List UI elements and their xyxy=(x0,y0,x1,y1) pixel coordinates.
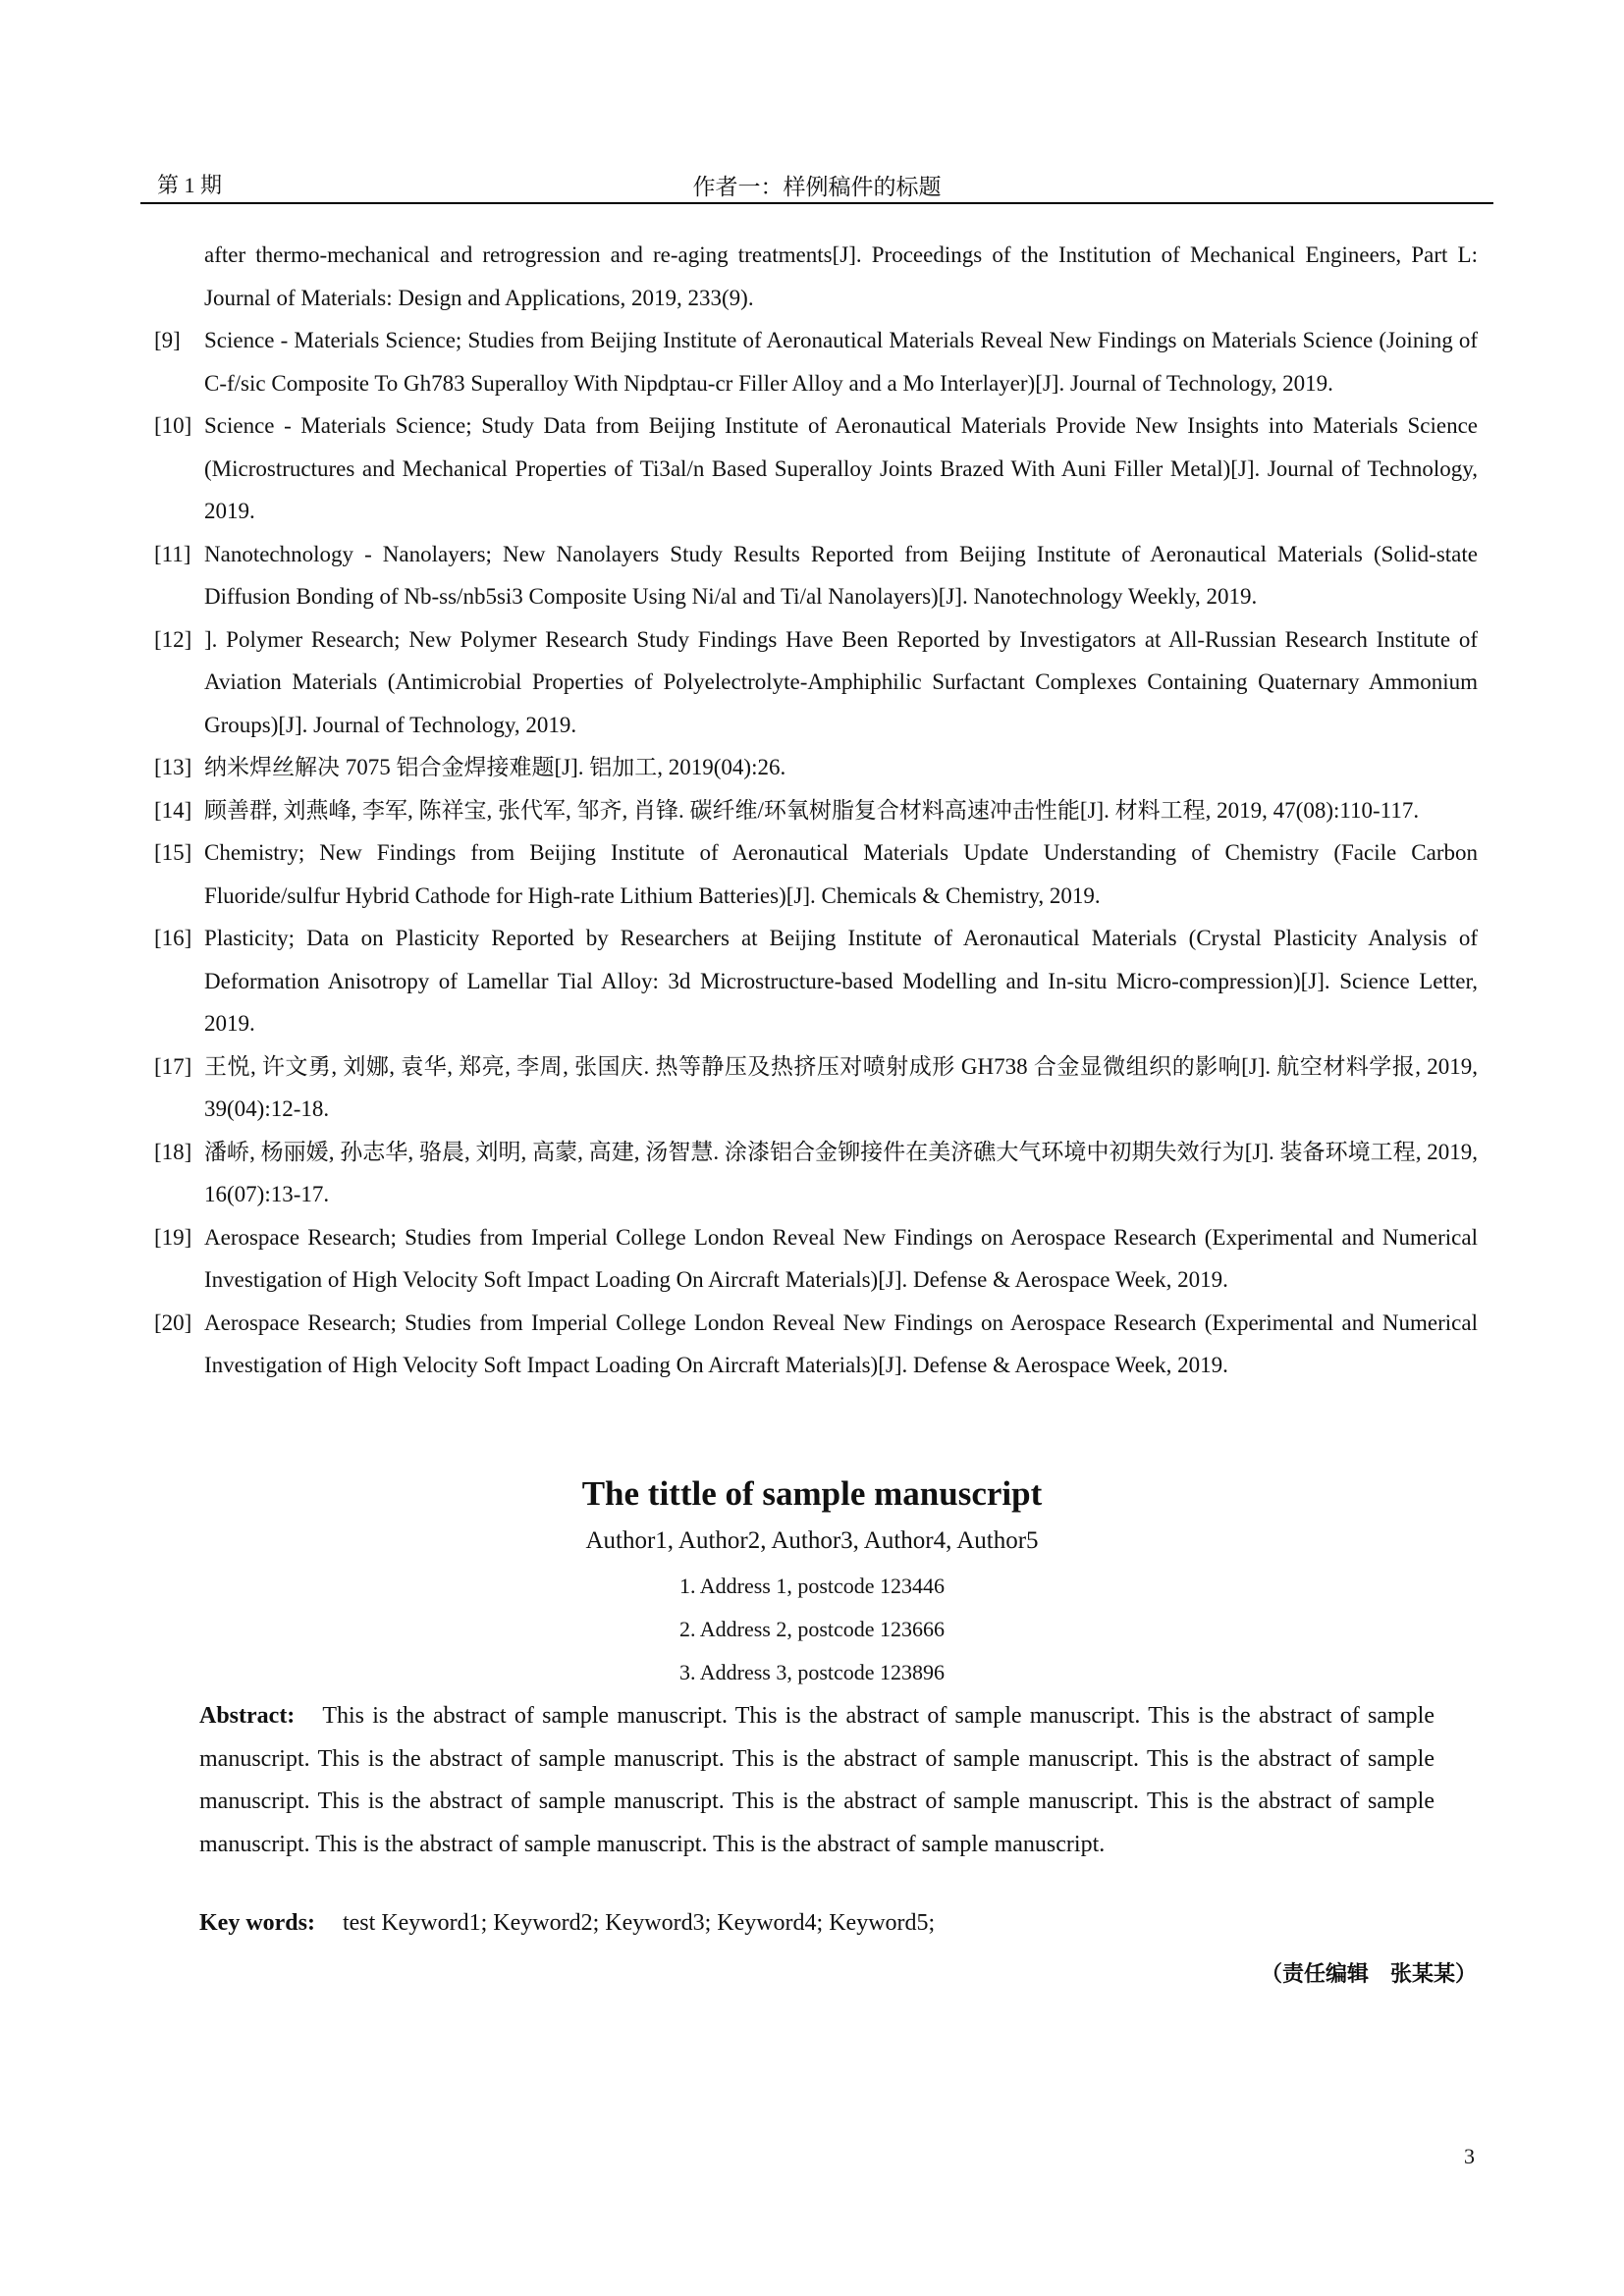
page-number: 3 xyxy=(1464,2144,1475,2168)
reference-text: 顾善群, 刘燕峰, 李军, 陈祥宝, 张代军, 邹齐, 肖锋. 碳纤维/环氧树脂复合材料高速冲击性能[J]. 材料工程, 2019, 47(08):110-117. xyxy=(204,797,1420,823)
reference-item xyxy=(154,917,1478,1045)
keywords-text: test Keyword1; Keyword2; Keyword3; Keyword4; Keyword5; xyxy=(342,1910,936,1936)
reference-list xyxy=(154,234,1478,1387)
reference-text: ]. Polymer Research; New Polymer Research Study Findings Have Been Reported by Investigators at All-Russian Research Institute of Aviation Materials (Antimicrobial Properties of Polyelectrolyte-Amphiphilic Surfactant Complexes Containing Quaternary Ammonium Groups)[J]. Journal of Technology, 2019. xyxy=(204,626,1478,737)
reference-number: [10] xyxy=(154,413,192,438)
reference-item xyxy=(154,319,1478,404)
english-title: The tittle of sample manuscript xyxy=(581,1474,1043,1513)
reference-number: [13] xyxy=(154,755,192,779)
english-authors: Author1, Author2, Author3, Author4, Author5 xyxy=(585,1527,1039,1554)
reference-number: [17] xyxy=(154,1053,192,1079)
responsible-editor: （责任编辑 张某某） xyxy=(1260,1961,1477,1986)
reference-number: [11] xyxy=(154,541,191,566)
reference-text: after thermo-mechanical and retrogression and re-aging treatments[J]. Proceedings of the Institution of Mechanical Engineers, Part L: Journal of Materials: Design and Applications, 2019, 233(9). xyxy=(204,242,1478,310)
reference-item xyxy=(154,1216,1478,1302)
reference-item xyxy=(154,789,1478,832)
reference-number: [18] xyxy=(154,1139,192,1164)
keywords-label: Key words: xyxy=(199,1910,315,1936)
reference-item xyxy=(154,1131,1478,1216)
reference-number: [16] xyxy=(154,926,192,950)
reference-number: [20] xyxy=(154,1309,192,1335)
reference-text: Chemistry; New Findings from Beijing Institute of Aeronautical Materials Update Understanding of Chemistry (Facile Carbon Fluoride/sulfur Hybrid Cathode for High-rate Lithium Batteries)[J]. Chemicals & Chemistry, 2019. xyxy=(204,840,1478,908)
reference-text: Aerospace Research; Studies from Imperial College London Reveal New Findings on Aerospace Research (Experimental and Numerical Investigation of High Velocity Soft Impact Loading On Aircraft Materials)[J]. Defense & Aerospace Week, 2019. xyxy=(204,1224,1478,1292)
reference-item xyxy=(154,404,1478,533)
abstract-text: This is the abstract of sample manuscript. This is the abstract of sample manuscript. This is the abstract of sample manuscript. This is the abstract of sample manuscript. This is the abstract of sample manuscript. This is the abstract of sample manuscript. This is the abstract of sample manuscript. This is the abstract of sample manuscript. This is the abstract of sample manuscript. This is the abstract of sample manuscript. This is the abstract of sample manuscript. xyxy=(199,1703,1435,1857)
reference-number: [9] xyxy=(154,328,181,352)
english-keywords xyxy=(199,1910,935,1937)
reference-text: Science - Materials Science; Study Data from Beijing Institute of Aeronautical Materials Provide New Insights into Materials Science (Microstructures and Mechanical Properties of Ti3al/n Based Superalloy Joints Brazed With Auni Filler Metal)[J]. Journal of Technology, 2019. xyxy=(204,413,1478,523)
reference-item xyxy=(154,618,1478,747)
reference-text: 纳米焊丝解决 7075 铝合金焊接难题[J]. 铝加工, 2019(04):26. xyxy=(204,755,786,779)
reference-number: [15] xyxy=(154,840,192,865)
reference-text: Nanotechnology - Nanolayers; New Nanolayers Study Results Reported from Beijing Institute of Aeronautical Materials (Solid-state Diffusion Bonding of Nb-ss/nb5si3 Composite Using Ni/al and Ti/al Nanolayers)[J]. Nanotechnology Weekly, 2019. xyxy=(204,541,1478,609)
running-title: 作者一：样例稿件的标题 xyxy=(692,175,942,199)
reference-item xyxy=(154,831,1478,917)
reference-number: [19] xyxy=(154,1224,192,1250)
reference-item xyxy=(154,533,1478,618)
address-line: 2. Address 2, postcode 123666 xyxy=(678,1617,946,1641)
address-line: 1. Address 1, postcode 123446 xyxy=(678,1574,946,1598)
reference-text: Science - Materials Science; Studies from Beijing Institute of Aeronautical Materials Reveal New Findings on Materials Science (Joining of C-f/sic Composite To Gh783 Superalloy With Nipdptau-cr Filler Alloy and a Mo Interlayer)[J]. Journal of Technology, 2019. xyxy=(204,328,1478,396)
reference-item xyxy=(154,234,1478,319)
english-abstract xyxy=(199,1695,1435,1866)
issue-label: 第 1 期 xyxy=(157,173,223,197)
reference-number: [12] xyxy=(154,626,192,652)
reference-text: 潘峤, 杨丽媛, 孙志华, 骆晨, 刘明, 高蒙, 高建, 汤智慧. 涂漆铝合金铆接件在美济礁大气环境中初期失效行为[J]. 装备环境工程, 2019, 16(07):13-17. xyxy=(204,1139,1478,1206)
abstract-label: Abstract: xyxy=(199,1703,296,1729)
reference-text: Plasticity; Data on Plasticity Reported by Researchers at Beijing Institute of Aeronautical Materials (Crystal Plasticity Analysis of Deformation Anisotropy of Lamellar Tial Alloy: 3d Microstructure-based Modelling and In-situ Micro-compression)[J]. Science Letter, 2019. xyxy=(204,926,1478,1036)
reference-number: [14] xyxy=(154,797,192,823)
reference-text: 王悦, 许文勇, 刘娜, 袁华, 郑亮, 李周, 张国庆. 热等静压及热挤压对喷射成形 GH738 合金显微组织的影响[J]. 航空材料学报, 2019, 39(04):12-18. xyxy=(204,1053,1478,1121)
address-line: 3. Address 3, postcode 123896 xyxy=(678,1660,946,1684)
reference-text: Aerospace Research; Studies from Imperial College London Reveal New Findings on Aerospace Research (Experimental and Numerical Investigation of High Velocity Soft Impact Loading On Aircraft Materials)[J]. Defense & Aerospace Week, 2019. xyxy=(204,1309,1478,1377)
reference-item xyxy=(154,1045,1478,1131)
page-header xyxy=(140,165,1493,204)
reference-item xyxy=(154,1302,1478,1387)
reference-item xyxy=(154,746,1478,789)
